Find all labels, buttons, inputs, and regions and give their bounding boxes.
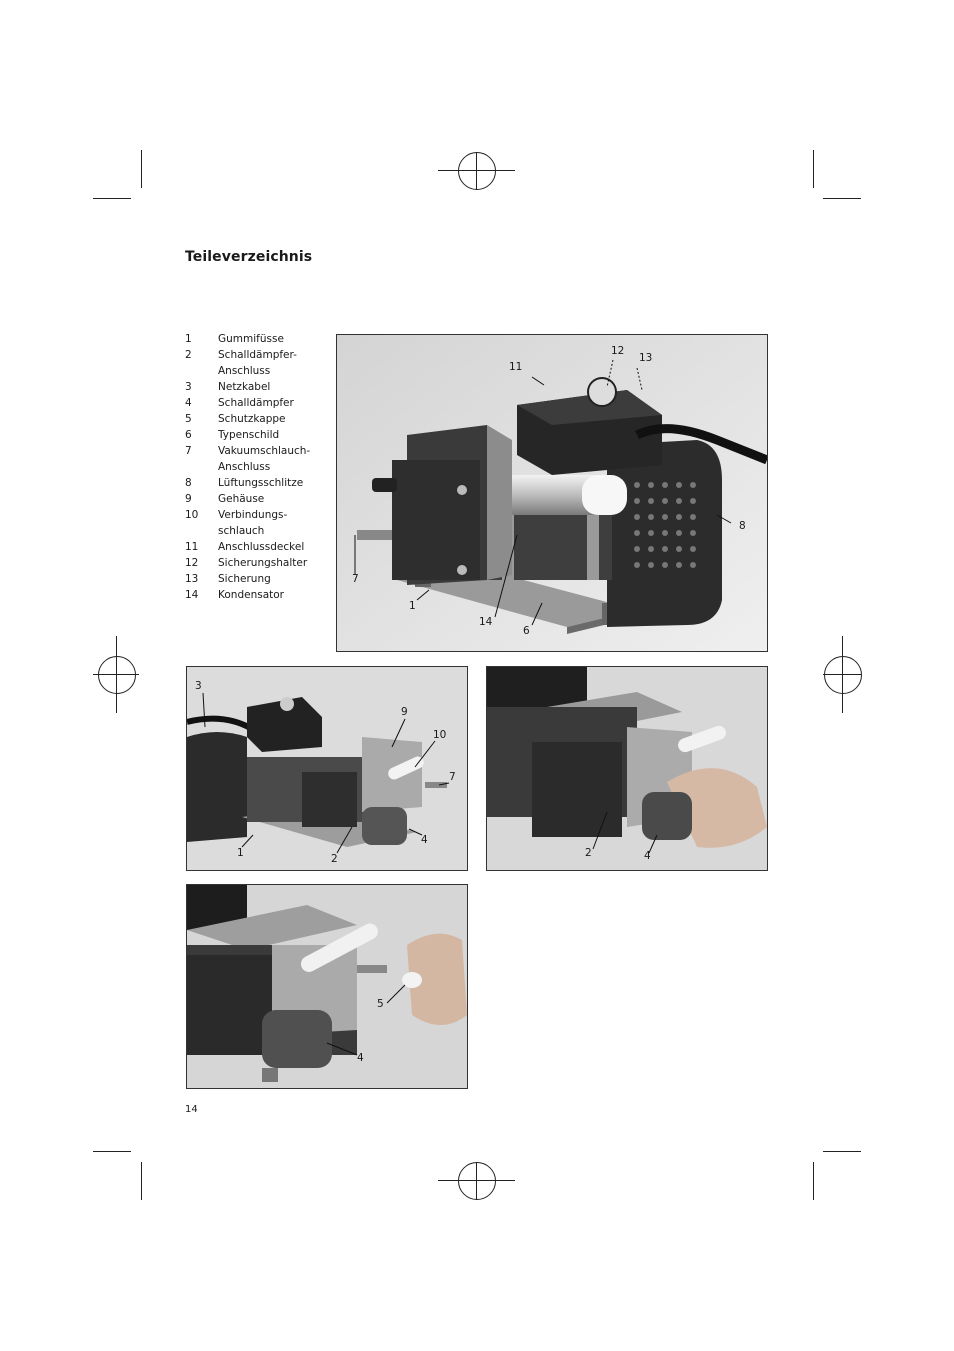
callout-label: 7 <box>449 771 456 783</box>
callout-label: 1 <box>237 847 244 859</box>
callout-label: 6 <box>523 625 530 637</box>
callout-label: 4 <box>357 1052 364 1064</box>
crop-mark <box>823 1151 861 1152</box>
crop-mark <box>813 1162 814 1200</box>
callout-label: 4 <box>644 850 651 862</box>
pump-cap-illustration <box>187 885 467 1088</box>
crop-mark <box>813 150 814 188</box>
pump-silencer-illustration <box>487 667 767 870</box>
parts-list <box>185 331 325 603</box>
callout-label: 2 <box>585 847 592 859</box>
callout-label: 11 <box>509 361 523 373</box>
pump-silencer-photo <box>486 666 768 871</box>
part-item: 6 Typenschild <box>185 429 280 441</box>
pump-side-photo <box>186 666 468 871</box>
callout-label: 10 <box>433 729 447 741</box>
crop-mark <box>93 198 131 199</box>
part-item: 13 Sicherung <box>185 573 271 585</box>
part-item: 9 Gehäuse <box>185 493 265 505</box>
callout-label: 3 <box>195 680 202 692</box>
crop-mark <box>93 1151 131 1152</box>
part-item: 7 Vakuumschlauch- Anschluss <box>185 445 311 473</box>
section-title: Teileverzeichnis <box>185 249 313 265</box>
callout-label: 12 <box>611 345 625 357</box>
callout-label: 1 <box>409 600 416 612</box>
callout-label: 4 <box>421 834 428 846</box>
callout-label: 8 <box>739 520 746 532</box>
crop-mark <box>141 1162 142 1200</box>
part-item: 11 Anschlussdeckel <box>185 541 305 553</box>
pump-cap-photo <box>186 884 468 1089</box>
callout-label: 13 <box>639 352 653 364</box>
crop-mark <box>141 150 142 188</box>
part-item: 5 Schutzkappe <box>185 413 286 425</box>
part-item: 14 Kondensator <box>185 589 284 601</box>
part-item: 8 Lüftungsschlitze <box>185 477 304 489</box>
pump-illustration <box>337 335 767 651</box>
crop-mark <box>823 198 861 199</box>
callout-label: 2 <box>331 853 338 865</box>
page-number: 14 <box>185 1104 198 1115</box>
callout-label: 5 <box>377 998 384 1010</box>
callout-label: 14 <box>479 616 493 628</box>
part-item: 12 Sicherungshalter <box>185 557 308 569</box>
part-item: 10 Verbindungs- schlauch <box>185 509 288 537</box>
part-item: 1 Gummifüsse <box>185 333 284 345</box>
part-item: 2 Schalldämpfer- Anschluss <box>185 349 297 377</box>
part-item: 4 Schalldämpfer <box>185 397 294 409</box>
pump-main-photo <box>336 334 768 652</box>
callout-label: 9 <box>401 706 408 718</box>
callout-label: 7 <box>352 573 359 585</box>
part-item: 3 Netzkabel <box>185 381 271 393</box>
